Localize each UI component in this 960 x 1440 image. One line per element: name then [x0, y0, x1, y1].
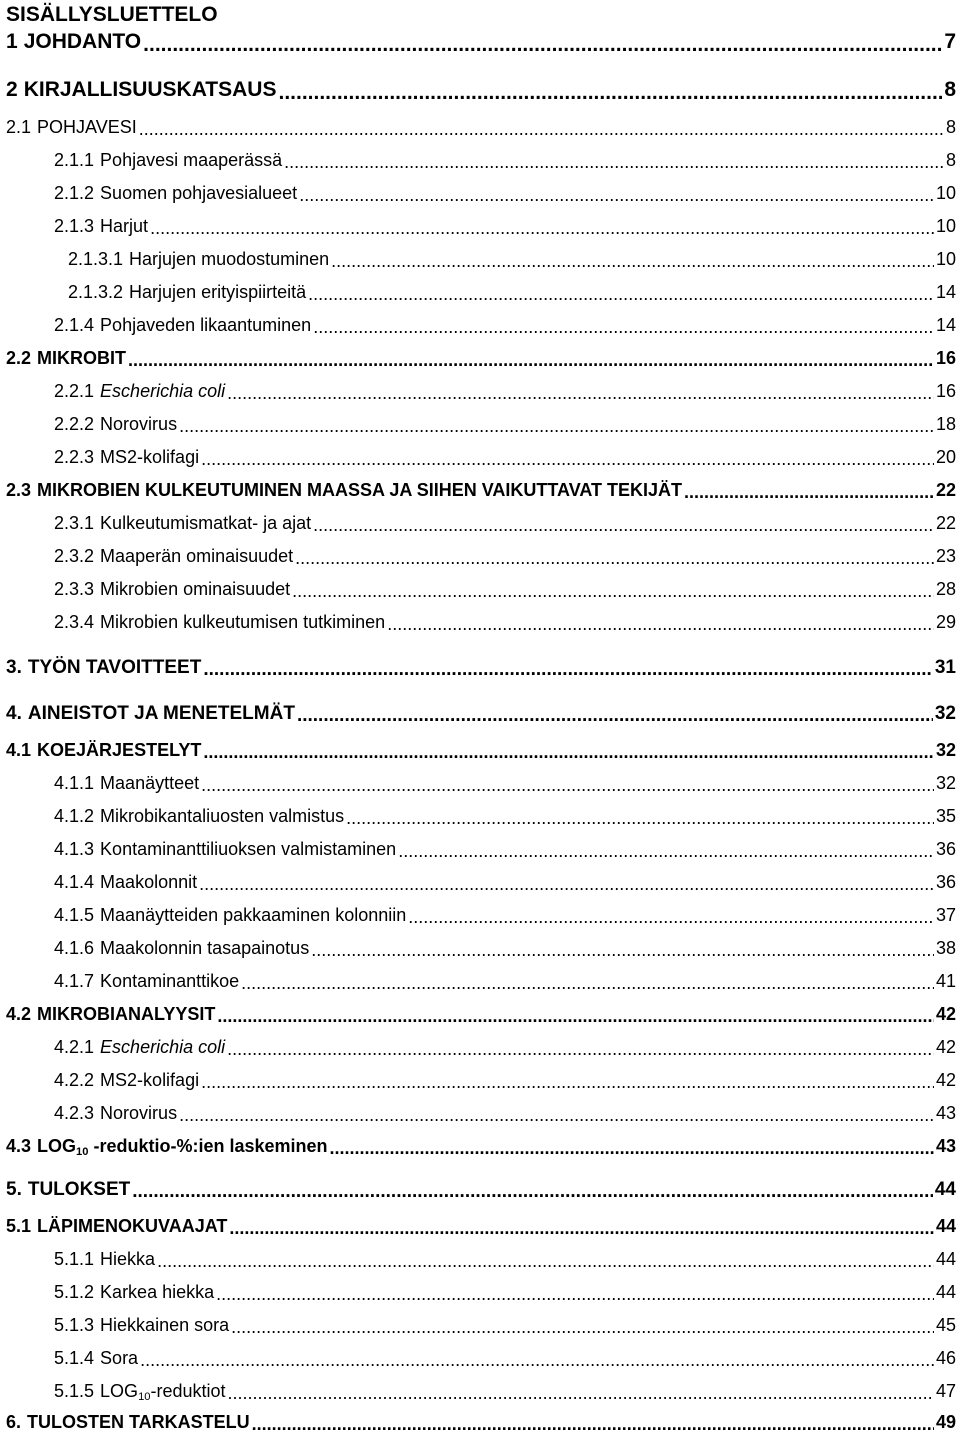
toc-entry-title-text: Maanäytteiden pakkaaminen kolonniin	[100, 905, 407, 925]
toc-entry-title	[24, 78, 277, 102]
dot-leader	[132, 1182, 933, 1201]
toc-entry-title-text: Sora	[100, 1348, 139, 1368]
toc-entry-title	[37, 1136, 327, 1157]
toc-entry-number: 6.	[6, 1412, 22, 1432]
toc-entry-number: 2.3.4	[54, 612, 95, 632]
toc-entry-title	[100, 381, 225, 402]
toc-entry-page-number: 44	[935, 1249, 956, 1269]
toc-entry-title-text: Maanäytteet	[100, 773, 200, 793]
toc-entry-page-number: 45	[935, 1315, 956, 1335]
toc-entry-title	[129, 282, 306, 303]
toc-entry-page-number: 10	[935, 216, 956, 236]
dot-leader	[292, 582, 934, 600]
toc-entry-title-text: LÄPIMENOKUVAAJAT	[37, 1216, 228, 1236]
toc-entry[interactable]	[54, 603, 956, 633]
dot-leader	[231, 1318, 934, 1336]
toc-entry-title-text: Maaperän ominaisuudet	[100, 546, 294, 566]
dot-leader	[284, 153, 944, 171]
toc-entry-title-tail: -reduktio-%:ien laskeminen	[88, 1136, 328, 1156]
dot-leader	[313, 516, 934, 534]
toc-entry-number: 2.1.1	[54, 150, 95, 170]
toc-entry[interactable]	[54, 405, 956, 435]
dot-leader	[203, 743, 934, 761]
dot-leader	[313, 318, 934, 336]
toc-entry-title-text: Hiekka	[100, 1249, 156, 1269]
toc-entry-page-number: 36	[935, 839, 956, 859]
toc-entry-number: 4.2.2	[54, 1070, 95, 1090]
toc-entry[interactable]	[54, 504, 956, 534]
toc-entry-title	[100, 1037, 225, 1058]
toc-entry-title-text: MS2-kolifagi	[100, 1070, 200, 1090]
toc-entry-page-number: 7	[944, 30, 956, 53]
toc-entry-title-text: POHJAVESI	[37, 117, 137, 137]
toc-entry-title-text: Maakolonnin tasapainotus	[100, 938, 310, 958]
toc-entry[interactable]	[54, 141, 956, 171]
toc-entry-number: 5.1.5	[54, 1381, 95, 1401]
dot-leader	[297, 706, 933, 725]
toc-entry-title-text: MIKROBIT	[37, 348, 127, 368]
dot-leader	[331, 252, 934, 270]
toc-entry-page-number: 41	[935, 971, 956, 991]
toc-entry-title	[37, 480, 682, 501]
dot-leader	[295, 549, 934, 567]
toc-entry-number: 4.1.7	[54, 971, 95, 991]
toc-entry-page-number: 8	[945, 150, 956, 170]
dot-leader	[201, 776, 934, 794]
toc-entry-number: 5.1.3	[54, 1315, 95, 1335]
dot-leader	[387, 615, 934, 633]
toc-entry-page-number: 29	[935, 612, 956, 632]
toc-entry[interactable]	[54, 1028, 956, 1058]
toc-entry-number: 2	[6, 78, 18, 101]
toc-entry-page-number: 10	[935, 249, 956, 269]
toc-entry-number: 2.3.1	[54, 513, 95, 533]
toc-entry-title-text: Suomen pohjavesialueet	[100, 183, 298, 203]
toc-entry-page-number: 32	[935, 740, 956, 760]
toc-entry[interactable]	[6, 1171, 956, 1201]
toc-entry-title-text: Harjujen muodostuminen	[129, 249, 330, 269]
toc-entry-title	[100, 839, 396, 860]
toc-entry-title	[100, 183, 297, 204]
toc-entry-number: 2.2.3	[54, 447, 95, 467]
toc-entry-title-text: TULOKSET	[27, 1179, 131, 1200]
toc-entry[interactable]	[54, 1306, 956, 1336]
toc-entry-page-number: 35	[935, 806, 956, 826]
toc-entry[interactable]	[6, 108, 956, 138]
toc-entry-title-text: Hiekkainen sora	[100, 1315, 230, 1335]
toc-entry-number: 4.3	[6, 1136, 32, 1156]
toc-entry-title	[37, 1216, 227, 1237]
toc-entry-number: 4.1.1	[54, 773, 95, 793]
toc-entry-page-number: 18	[935, 414, 956, 434]
toc-entry-number: 2.1	[6, 117, 32, 137]
toc-entry-number: 5.1.2	[54, 1282, 95, 1302]
toc-entry-page-number: 23	[935, 546, 956, 566]
toc-entry-title	[129, 249, 329, 270]
toc-entry-title-text: LOG	[37, 1136, 77, 1156]
toc-entry[interactable]	[6, 471, 956, 501]
toc-entry-title-text: Kontaminanttikoe	[100, 971, 240, 991]
dot-leader	[299, 186, 934, 204]
dot-leader	[216, 1285, 934, 1303]
toc-entry-page-number: 42	[935, 1037, 956, 1057]
toc-entry-title-text: Mikrobien kulkeutumisen tutkiminen	[100, 612, 386, 632]
toc-entry[interactable]	[54, 1061, 956, 1091]
toc-entry-title	[100, 806, 344, 827]
toc-entry-title-text: Mikrobien ominaisuudet	[100, 579, 291, 599]
toc-entry-title-text: Pohjavesi maaperässä	[100, 150, 283, 170]
toc-entry-title-text: Karkea hiekka	[100, 1282, 215, 1302]
toc-entry[interactable]	[6, 1403, 956, 1433]
toc-entry-title	[100, 612, 385, 633]
dot-leader	[408, 908, 934, 926]
toc-entry[interactable]	[54, 1094, 956, 1124]
toc-entry-title-text: LOG	[100, 1381, 139, 1401]
toc-entry[interactable]	[54, 207, 956, 237]
toc-entry-title	[100, 971, 239, 992]
toc-entry-title	[100, 216, 148, 237]
toc-entry-page-number: 14	[935, 315, 956, 335]
toc-entry[interactable]	[6, 695, 956, 725]
toc-entry-page-number: 14	[935, 282, 956, 302]
toc-entry-number: 2.1.2	[54, 183, 95, 203]
toc-entry-title	[27, 1412, 250, 1433]
toc-entry[interactable]	[6, 731, 956, 761]
toc-entry-title	[37, 117, 137, 138]
toc-entry-subscript: 10	[138, 1390, 151, 1402]
dot-leader	[140, 1351, 934, 1369]
toc-entry-page-number: 28	[935, 579, 956, 599]
toc-entry-number: 2.1.4	[54, 315, 95, 335]
toc-entry-title	[100, 513, 311, 534]
toc-entry[interactable]	[54, 797, 956, 827]
toc-entry[interactable]	[54, 306, 956, 336]
dot-leader	[201, 450, 934, 468]
toc-entry-number: 4.1.2	[54, 806, 95, 826]
toc-entry-number: 2.1.3.2	[68, 282, 124, 302]
toc-entry-page-number: 44	[935, 1216, 956, 1236]
toc-entry[interactable]	[54, 830, 956, 860]
toc-entry[interactable]	[68, 273, 956, 303]
toc-entry-number: 4.1	[6, 740, 32, 760]
toc-entry[interactable]	[54, 372, 956, 402]
toc-entry-title-text: Kontaminanttiliuoksen valmistaminen	[100, 839, 397, 859]
toc-entry[interactable]	[54, 1372, 956, 1402]
toc-entry-title-text: Pohjaveden likaantuminen	[100, 315, 312, 335]
dot-leader	[199, 875, 934, 893]
toc-entry-title	[100, 1249, 155, 1270]
toc-entry-title-text: Escherichia coli	[100, 1037, 226, 1057]
toc-entry[interactable]	[54, 1273, 956, 1303]
toc-entry[interactable]	[54, 438, 956, 468]
toc-entry-page-number: 49	[935, 1412, 956, 1432]
toc-entry-page-number: 31	[934, 657, 956, 678]
toc-entry-number: 4.1.4	[54, 872, 95, 892]
toc-entry-number: 4.2.3	[54, 1103, 95, 1123]
toc-entry-title	[100, 546, 293, 567]
toc-entry-page-number: 43	[935, 1103, 956, 1123]
toc-entry-number: 5.1	[6, 1216, 32, 1236]
toc-entry[interactable]	[54, 570, 956, 600]
toc-entry-title	[24, 30, 141, 54]
toc-entry-title-text: Maakolonnit	[100, 872, 198, 892]
dot-leader	[311, 941, 934, 959]
dot-leader	[330, 1139, 934, 1157]
toc-entry[interactable]	[54, 1339, 956, 1369]
dot-leader	[179, 417, 934, 435]
toc-entry-page-number: 44	[934, 1179, 956, 1200]
dot-leader	[227, 384, 934, 402]
dot-leader	[229, 1219, 934, 1237]
toc-entry-page-number: 46	[935, 1348, 956, 1368]
toc-entry-number: 3.	[6, 657, 22, 678]
toc-entry[interactable]	[54, 174, 956, 204]
toc-entry-page-number: 32	[935, 773, 956, 793]
toc-entry-number: 2.2.2	[54, 414, 95, 434]
toc-entry-page-number: 8	[944, 78, 956, 101]
toc-entry-number: 2.1.3	[54, 216, 95, 236]
toc-entry-title-text: AINEISTOT JA MENETELMÄT	[27, 703, 295, 724]
toc-entry-title-text: Norovirus	[100, 1103, 178, 1123]
toc-entry-title	[100, 1348, 138, 1369]
toc-entry-title-text: Norovirus	[100, 414, 178, 434]
toc-entry-title	[100, 579, 290, 600]
toc-entry[interactable]	[54, 896, 956, 926]
toc-entry-title-text: KIRJALLISUUSKATSAUS	[23, 78, 277, 101]
dot-leader	[217, 1007, 934, 1025]
toc-entry[interactable]	[54, 962, 956, 992]
toc-entry[interactable]	[54, 537, 956, 567]
toc-entry-page-number: 16	[935, 381, 956, 401]
toc-entry-title-text: Harjujen erityispiirteitä	[129, 282, 307, 302]
toc-entry-page-number: 36	[935, 872, 956, 892]
toc-entry-page-number: 42	[935, 1070, 956, 1090]
toc-entry-title	[100, 1070, 199, 1091]
toc-entry-number: 2.2.1	[54, 381, 95, 401]
toc-entry-number: 4.1.5	[54, 905, 95, 925]
dot-leader	[398, 842, 934, 860]
dot-leader	[228, 1384, 934, 1402]
toc-entry-number: 2.3.3	[54, 579, 95, 599]
toc-entry[interactable]	[6, 72, 956, 102]
dot-leader	[143, 33, 942, 54]
dot-leader	[346, 809, 934, 827]
toc-entry-number: 1	[6, 30, 18, 53]
toc-entry-page-number: 37	[935, 905, 956, 925]
toc-entry-number: 5.1.1	[54, 1249, 95, 1269]
dot-leader	[201, 1073, 934, 1091]
toc-entry[interactable]	[54, 929, 956, 959]
toc-entry-title	[28, 1179, 130, 1201]
toc-entry-subscript: 10	[76, 1145, 89, 1157]
toc-entry-number: 4.2.1	[54, 1037, 95, 1057]
toc-heading: SISÄLLYSLUETTELO	[6, 3, 218, 26]
toc-entry-title	[28, 657, 201, 679]
toc-entry[interactable]	[6, 1127, 956, 1157]
toc-entry-title-text: Harjut	[100, 216, 149, 236]
toc-entry-page-number: 44	[935, 1282, 956, 1302]
toc-entry-page-number: 10	[935, 183, 956, 203]
toc-entry-title-text: TULOSTEN TARKASTELU	[27, 1412, 250, 1432]
toc-entry-number: 2.1.3.1	[68, 249, 124, 269]
toc-entry-title-text: TYÖN TAVOITTEET	[27, 657, 202, 678]
toc-entry-number: 4.	[6, 703, 22, 724]
toc-entry-title-text: MIKROBIEN KULKEUTUMINEN MAASSA JA SIIHEN VAIKUTTAVAT TEKIJÄT	[37, 480, 683, 500]
dot-leader	[139, 120, 944, 138]
toc-entry[interactable]	[6, 995, 956, 1025]
toc-entry-title	[100, 872, 197, 893]
toc-entry-number: 2.3	[6, 480, 32, 500]
toc-entry-page-number: 8	[945, 117, 956, 137]
toc-entry-title	[100, 773, 199, 794]
dot-leader	[308, 285, 934, 303]
toc-entry-title	[100, 315, 311, 336]
toc-entry[interactable]	[54, 1240, 956, 1270]
toc-entry-page-number: 16	[935, 348, 956, 368]
dot-leader	[241, 974, 934, 992]
dot-leader	[150, 219, 934, 237]
toc-entry-page-number: 22	[935, 480, 956, 500]
toc-entry-number: 5.1.4	[54, 1348, 95, 1368]
dot-leader	[179, 1106, 934, 1124]
toc-entry[interactable]	[6, 1207, 956, 1237]
toc-entry-title	[100, 414, 177, 435]
toc-entry-number: 4.1.6	[54, 938, 95, 958]
toc-entry-page-number: 47	[935, 1381, 956, 1401]
toc-entry-number: 4.2	[6, 1004, 32, 1024]
toc-entry[interactable]	[54, 863, 956, 893]
toc-entry[interactable]	[6, 339, 956, 369]
toc-entry-title	[37, 348, 126, 369]
toc-entry-title	[100, 1315, 229, 1336]
toc-entry-page-number: 38	[935, 938, 956, 958]
toc-entry-title	[100, 150, 282, 171]
dot-leader	[128, 351, 934, 369]
toc-entry-title	[37, 1004, 215, 1025]
toc-entry-title	[28, 703, 295, 725]
toc-entry-number: 2.3.2	[54, 546, 95, 566]
toc-entry-title	[100, 938, 309, 959]
dot-leader	[227, 1040, 934, 1058]
toc-entry-title-text: MS2-kolifagi	[100, 447, 200, 467]
toc-entry-number: 4.1.3	[54, 839, 95, 859]
toc-entry-title-text: Escherichia coli	[100, 381, 226, 401]
toc-entry[interactable]	[54, 764, 956, 794]
dot-leader	[157, 1252, 934, 1270]
toc-entry-title	[100, 1282, 214, 1303]
toc-entry-title	[100, 1381, 225, 1402]
toc-entry[interactable]	[6, 649, 956, 679]
dot-leader	[278, 81, 942, 102]
toc-entry-page-number: 43	[935, 1136, 956, 1156]
toc-entry-title-tail: -reduktiot	[150, 1381, 226, 1401]
toc-entry-title-text: Kulkeutumismatkat- ja ajat	[100, 513, 312, 533]
toc-entry-title-text: KOEJÄRJESTELYT	[37, 740, 202, 760]
toc-entry-number: 5.	[6, 1179, 22, 1200]
toc-entry-title-text: Mikrobikantaliuosten valmistus	[100, 806, 345, 826]
dot-leader	[203, 660, 933, 679]
toc-entry[interactable]	[68, 240, 956, 270]
toc-entry-title	[37, 740, 201, 761]
toc-entry-number: 2.2	[6, 348, 32, 368]
toc-entry-title	[100, 905, 406, 926]
toc-entry-page-number: 20	[935, 447, 956, 467]
dot-leader	[684, 483, 934, 501]
toc-entry-page-number: 42	[935, 1004, 956, 1024]
toc-entry-page-number: 32	[934, 703, 956, 724]
toc-entry-title-text: JOHDANTO	[23, 30, 142, 53]
toc-entry-title	[100, 1103, 177, 1124]
toc-entry-page-number: 22	[935, 513, 956, 533]
toc-entry[interactable]	[6, 24, 956, 54]
toc-entry-title-text: MIKROBIANALYYSIT	[37, 1004, 216, 1024]
dot-leader	[252, 1415, 934, 1433]
toc-entry-title	[100, 447, 199, 468]
